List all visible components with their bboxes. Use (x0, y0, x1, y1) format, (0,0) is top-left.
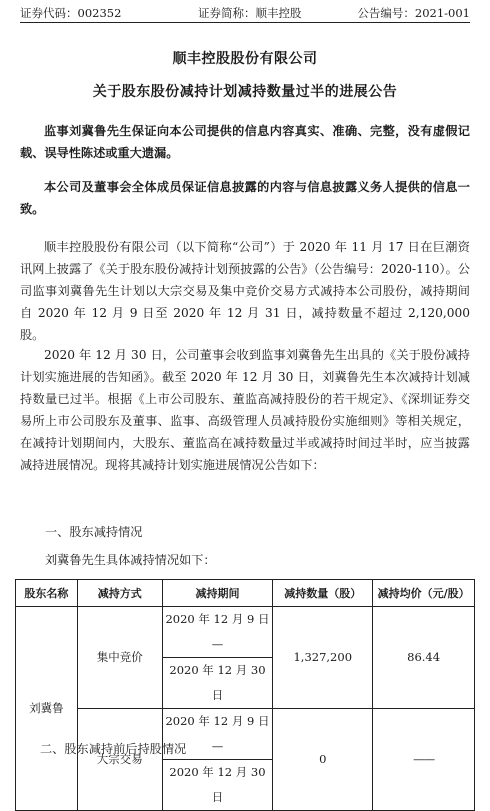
quantity-cell: 0 (273, 709, 373, 811)
quantity-cell: 1,327,200 (273, 607, 373, 709)
method-cell: 集中竞价 (77, 607, 162, 709)
col-method: 减持方式 (77, 580, 162, 607)
col-price: 减持均价（元/股） (373, 580, 475, 607)
price-cell: —— (373, 709, 475, 811)
announcement-title: 关于股东股份减持计划减持数量过半的进展公告 (92, 84, 398, 100)
body-paragraph-1: 顺丰控股股份有限公司（以下简称“公司”）于 2020 年 11 月 17 日在巨潮资讯网上披露了《关于股东股份减持计划预披露的公告》（公告编号：2020-110）。公司监事刘冀鲁先生计划以大宗交易及集中竞价交易方式减持本公司股份，减持期间自 2020 年 12 月 9 日至 2020 年 12 月 31 日，减持数量不超过 2,120,000 股。 (20, 240, 470, 342)
reduction-table (15, 579, 475, 811)
company-title: 顺丰控股股份有限公司 (172, 51, 318, 67)
col-shareholder: 股东名称 (16, 580, 78, 607)
section-1-heading: 一、股东减持情况 (45, 525, 143, 539)
section-2-heading: 二、股东减持前后持股情况 (40, 742, 187, 756)
price-cell: 86.44 (373, 607, 475, 709)
announcement-number: 公告编号：2021-001 (357, 6, 470, 20)
stock-name: 证券简称：顺丰控股 (198, 6, 302, 20)
shareholder-cell: 刘冀鲁 (16, 607, 78, 811)
period-start-cell: 2020 年 12 月 9 日— (162, 607, 273, 658)
supervisor-statement: 监事刘冀鲁先生保证向本公司提供的信息内容真实、准确、完整，没有虚假记载、误导性陈述或重大遗漏。 (20, 124, 470, 160)
col-period: 减持期间 (162, 580, 273, 607)
period-end-cell: 2020 年 12 月 30 日 (162, 760, 273, 811)
table-header-row (16, 580, 475, 607)
board-statement: 本公司及董事会全体成员保证信息披露的内容与信息披露义务人提供的信息一致。 (20, 180, 470, 216)
stock-code: 证券代码：002352 (20, 6, 122, 20)
table-row (16, 607, 475, 658)
body-paragraph-2: 2020 年 12 月 30 日，公司董事会收到监事刘冀鲁先生出具的《关于股份减持计划实施进展的告知函》。截至 2020 年 12 月 30 日，刘冀鲁先生本次减持计划减持数量已过半。根据《上市公司股东、董监高减持股份的若干规定》、《深圳证券交易所上市公司股东及董事、监事、高级管理人员减持股份实施细则》等相关规定，在减持计划期间内，大股东、董监高在减持数量过半或减持时间过半时，应当披露减持进展情况。现将其减持计划实施进展情况公告如下： (20, 348, 470, 472)
period-start-cell: 2020 年 12 月 9 日— (162, 709, 273, 760)
method-cell: 大宗交易 (77, 709, 162, 811)
section-1-intro: 刘冀鲁先生具体减持情况如下： (45, 553, 216, 567)
period-end-cell: 2020 年 12 月 30 日 (162, 658, 273, 709)
col-quantity: 减持数量（股） (273, 580, 373, 607)
announcement-header (20, 6, 470, 23)
